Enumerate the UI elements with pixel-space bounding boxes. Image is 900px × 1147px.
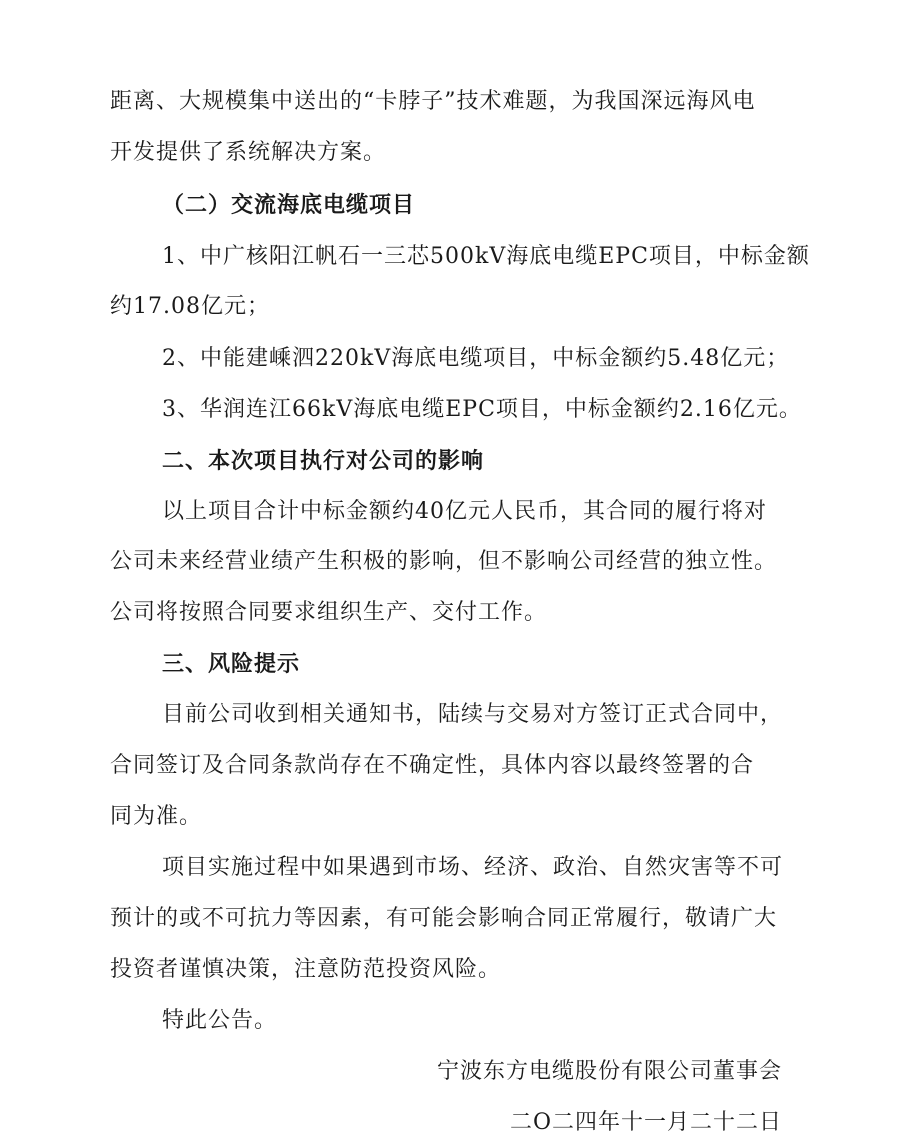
- risk-p2-line-2: 预计的或不可抗力等因素，有可能会影响合同正常履行，敬请广大: [110, 906, 778, 931]
- risk-p1-line-3: 同为准。: [110, 804, 203, 829]
- intro-line-2: 开发提供了系统解决方案。: [110, 140, 387, 165]
- risk-p2-line-3: 投资者谨慎决策，注意防范投资风险。: [110, 957, 502, 982]
- risk-p2-line-1: 项目实施过程中如果遇到市场、经济、政治、自然灾害等不可: [162, 855, 784, 880]
- intro-line-1: 距离、大规模集中送出的“卡脖子”技术难题，为我国深远海风电: [110, 89, 756, 114]
- section-heading-ac-cable: （二）交流海底电缆项目: [162, 192, 416, 218]
- risk-p1-line-1: 目前公司收到相关通知书，陆续与交易对方签订正式合同中，: [162, 702, 784, 727]
- section-heading-impact: 二、本次项目执行对公司的影响: [162, 448, 485, 474]
- impact-line-3: 公司将按照合同要求组织生产、交付工作。: [110, 600, 548, 625]
- list-item-2: 2、中能建嵊泗220kV海底电缆项目，中标金额约5.48亿元；: [162, 346, 790, 371]
- notice-text: 特此公告。: [162, 1008, 278, 1033]
- list-item-1-line-2: 约17.08亿元；: [110, 294, 270, 319]
- announcement-date: 二O二四年十一月二十二日: [509, 1110, 782, 1135]
- signatory: 宁波东方电缆股份有限公司董事会: [436, 1059, 782, 1084]
- risk-p1-line-2: 合同签订及合同条款尚存在不确定性，具体内容以最终签署的合: [110, 753, 755, 778]
- section-heading-risk: 三、风险提示: [162, 651, 301, 677]
- impact-line-2: 公司未来经营业绩产生积极的影响，但不影响公司经营的独立性。: [110, 549, 778, 574]
- impact-line-1: 以上项目合计中标金额约40亿元人民币，其合同的履行将对: [162, 499, 767, 524]
- list-item-1-line-1: 1、中广核阳江帆石一三芯500kV海底电缆EPC项目，中标金额: [162, 244, 810, 269]
- list-item-3: 3、华润连江66kV海底电缆EPC项目，中标金额约2.16亿元。: [162, 397, 802, 422]
